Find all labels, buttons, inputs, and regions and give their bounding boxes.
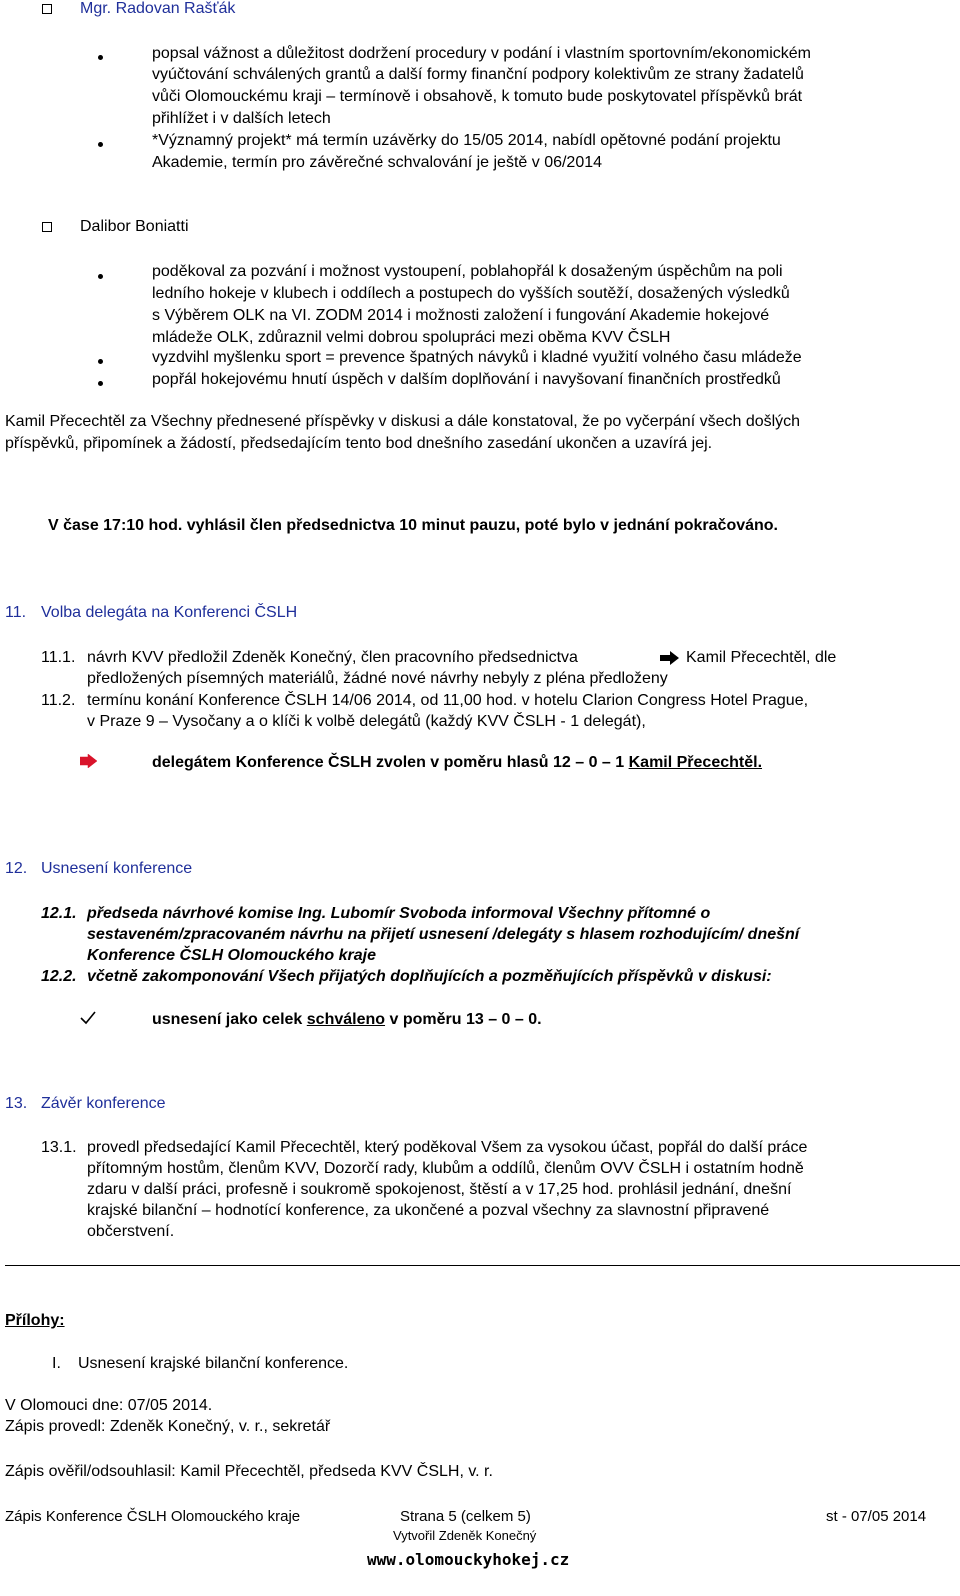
item-text: provedl předsedající Kamil Přecechtěl, který poděkoval Všem za vysokou účast, popřál do další práce xyxy=(87,1139,808,1156)
recorded-by: Zápis provedl: Zdeněk Konečný, v. r., sekretář xyxy=(5,1418,331,1435)
item-text: předseda návrhové komise Ing. Lubomír Svoboda informoval Všechny přítomné o xyxy=(87,905,711,922)
place-date: V Olomouci dne: 07/05 2014. xyxy=(5,1397,213,1414)
item-text: sestaveném/zpracovaném návrhu na přijetí usnesení /delegáty s hlasem rozhodujícím/ dnešní xyxy=(87,926,800,943)
item-number: 13.1. xyxy=(41,1139,77,1156)
approved-word: schváleno xyxy=(306,1011,386,1028)
elected-delegate: Kamil Přecechtěl. xyxy=(628,754,763,771)
section-number: 12. xyxy=(5,860,28,877)
attachment-number: I. xyxy=(52,1355,61,1372)
item-text: krajské bilanční – hodnotící konference, za ukončené a pozval všechny za slavnostní připravené xyxy=(87,1202,770,1219)
item-number: 11.2. xyxy=(41,692,76,709)
item-text: Konference ČSLH Olomouckého kraje xyxy=(87,947,376,964)
bullet-icon xyxy=(98,55,103,60)
item-text: zdaru v další práci, profesně i soukromě spokojenost, štěstí a v 17,25 hod. prohlásil jednání, dnešní xyxy=(87,1181,792,1198)
footer-page-number: Strana 5 (celkem 5) xyxy=(400,1508,531,1525)
paragraph-line: Kamil Přecechtěl za Všechny přednesené příspěvky v diskusi a dále konstatoval, že po vyčerpání všech došlých xyxy=(5,413,801,430)
bullet-text: vyzdvihl myšlenku sport = prevence špatných návyků i kladné využití volného času mládeže xyxy=(152,349,802,366)
bullet-text: poděkoval za pozvání i možnost vystoupení, poblahopřál k dosaženým úspěchům na poli xyxy=(152,263,783,280)
bullet-text: Akademie, termín pro závěrečné schvalování je ještě v 06/2014 xyxy=(152,154,603,171)
bullet-text: vyúčtování schválených grantů a další formy finanční podpory kolektivům ze strany žadatelů xyxy=(152,66,804,83)
item-text: návrh KVV předložil Zdeněk Konečný, člen pracovního předsednictva xyxy=(87,649,578,666)
item-number: 12.1. xyxy=(41,905,77,922)
result-arrow-icon xyxy=(80,754,98,768)
checkbox-square-icon xyxy=(42,222,52,232)
footer-document-title: Zápis Konference ČSLH Olomouckého kraje xyxy=(5,1508,301,1525)
footer-website-link[interactable]: www.olomouckyhokej.cz xyxy=(367,1550,570,1569)
right-arrow-icon xyxy=(660,651,680,665)
bullet-icon xyxy=(98,359,103,364)
section-number: 13. xyxy=(5,1095,28,1112)
result-text: delegátem Konference ČSLH zvolen v poměru hlasů 12 – 0 – 1 xyxy=(152,754,625,771)
checkmark-icon xyxy=(80,1011,96,1025)
item-text: Kamil Přecechtěl, dle xyxy=(686,649,837,666)
section-heading: Volba delegáta na Konferenci ČSLH xyxy=(41,604,298,621)
result-text: usnesení jako celek xyxy=(152,1011,303,1028)
item-number: 11.1. xyxy=(41,649,76,666)
verified-by: Zápis ověřil/odsouhlasil: Kamil Přecechtěl, předseda KVV ČSLH, v. r. xyxy=(5,1463,493,1480)
paragraph-line: příspěvků, připomínek a žádostí, předsedajícím tento bod dnešního zasedání ukončen a uzavírá jej. xyxy=(5,435,713,452)
attachment-item: Usnesení krajské bilanční konference. xyxy=(78,1355,349,1372)
bullet-icon xyxy=(98,274,103,279)
bullet-text: popsal vážnost a důležitost dodržení procedury v podání i vlastním sportovním/ekonomickém xyxy=(152,45,811,62)
resolution-result xyxy=(152,1009,542,1030)
speaker-name: Mgr. Radovan Rašťák xyxy=(80,0,236,17)
bullet-text: mládeže OLK, zdůraznil velmi dobrou spolupráci mezi oběma KVV ČSLH xyxy=(152,329,671,346)
bullet-icon xyxy=(98,142,103,147)
footer-author: Vytvořil Zdeněk Konečný xyxy=(393,1528,537,1543)
item-text: přítomným hostům, členům KVV, Dozorčí rady, klubům a oddílů, členům OVV ČSLH i ostatním hodně xyxy=(87,1160,804,1177)
footer-date: st - 07/05 2014 xyxy=(826,1508,927,1525)
item-text: občerstvení. xyxy=(87,1223,175,1240)
item-text: předložených písemných materiálů, žádné nové návrhy nebyly z pléna předloženy xyxy=(87,670,668,687)
section-heading: Usnesení konference xyxy=(41,860,193,877)
bullet-text: přihlížet i v dalších letech xyxy=(152,110,331,127)
section-divider xyxy=(5,1265,960,1266)
section-heading: Závěr konference xyxy=(41,1095,166,1112)
item-number: 12.2. xyxy=(41,968,77,985)
item-text: včetně zakomponování Všech přijatých doplňujících a pozměňujících příspěvků v diskusi: xyxy=(87,968,772,985)
election-result xyxy=(152,752,762,773)
result-text: v poměru 13 – 0 – 0. xyxy=(389,1011,542,1028)
bullet-text: *Významný projekt* má termín uzávěrky do 15/05 2014, nabídl opětovné podání projektu xyxy=(152,132,781,149)
bullet-text: vůči Olomouckému kraji – termínově i obsahově, k tomuto bude poskytovatel příspěvků brát xyxy=(152,88,803,105)
item-text: v Praze 9 – Vysočany a o klíči k volbě delegátů (každý KVV ČSLH - 1 delegát), xyxy=(87,713,646,730)
bullet-text: s Výběrem OLK na VI. ZODM 2014 i možnosti založení i fungování Akademie hokejové xyxy=(152,307,770,324)
bullet-text: ledního hokeje v klubech i oddílech a postupech do vyšších soutěží, dosažených výsledků xyxy=(152,285,790,302)
attachments-title: Přílohy: xyxy=(5,1312,65,1329)
break-notice: V čase 17:10 hod. vyhlásil člen předsednictva 10 minut pauzu, poté bylo v jednání pokračováno. xyxy=(48,517,778,534)
bullet-icon xyxy=(98,381,103,386)
section-number: 11. xyxy=(5,604,27,621)
bullet-text: popřál hokejovému hnutí úspěch v dalším doplňování i navyšovaní finančních prostředků xyxy=(152,371,781,388)
speaker-name: Dalibor Boniatti xyxy=(80,218,189,235)
checkbox-square-icon xyxy=(42,4,52,14)
item-text: termínu konání Konference ČSLH 14/06 2014, od 11,00 hod. v hotelu Clarion Congress Hotel Prague, xyxy=(87,692,809,709)
